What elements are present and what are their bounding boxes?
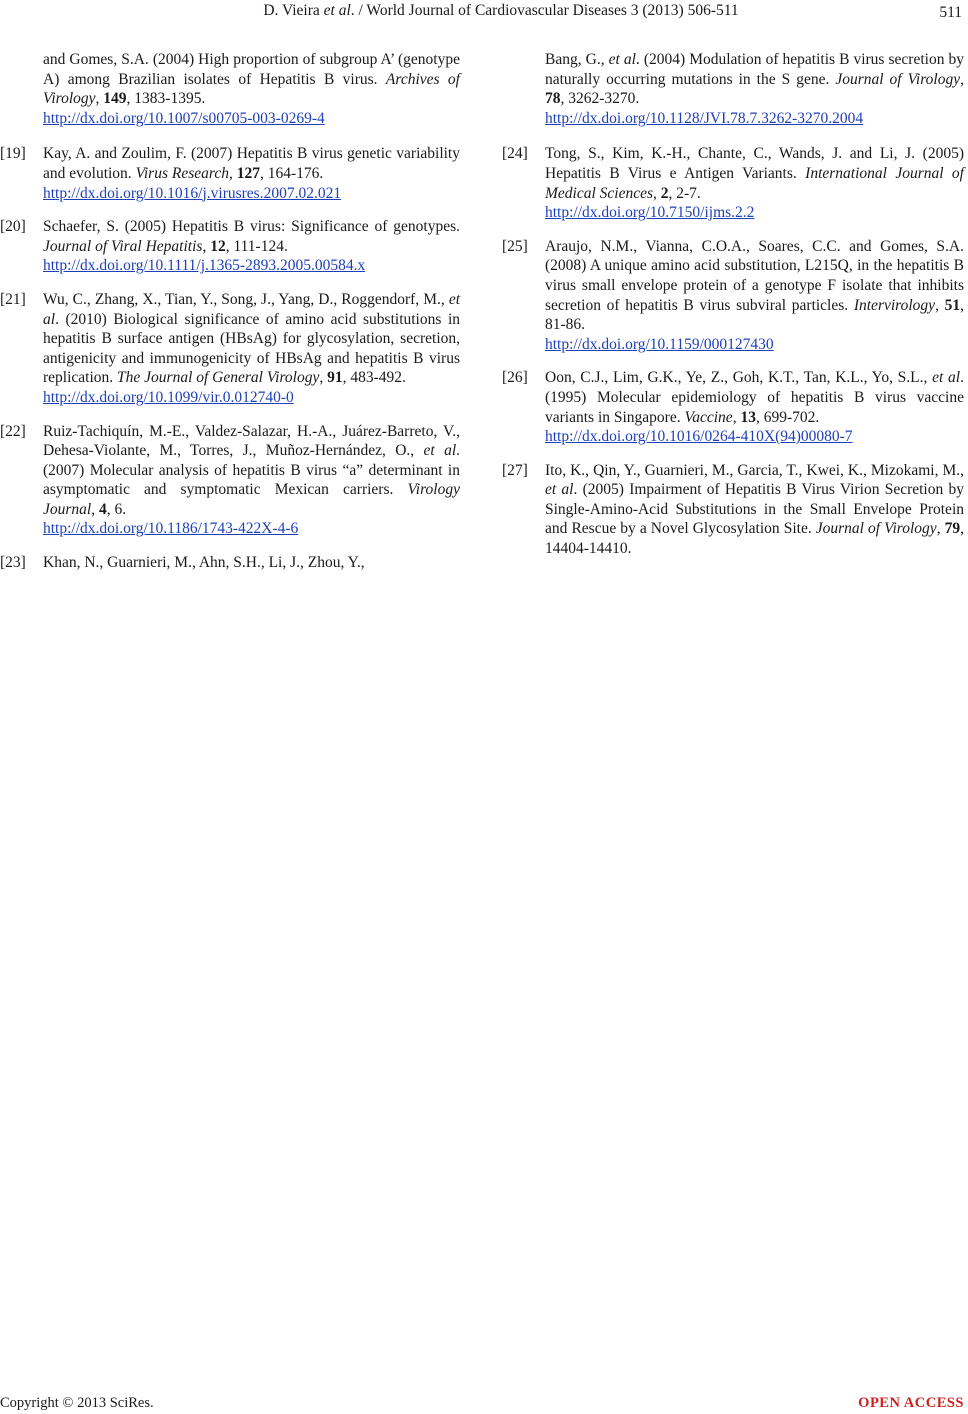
ref-text: , xyxy=(935,296,945,314)
ref-journal: Journal of Viral Hepatitis xyxy=(43,237,203,255)
reference-22 xyxy=(0,422,460,540)
ref-number: [19] xyxy=(0,145,26,163)
ref-journal: Virology Journal xyxy=(43,481,460,518)
reference-21 xyxy=(0,290,460,408)
ref-text: . (2007) Molecular analysis of hepatitis B virus “a” determinant in asymptomatic and symptomatic Mexican carriers. xyxy=(43,442,461,499)
ref-volume: 2 xyxy=(660,184,669,202)
ref-number: [21] xyxy=(0,290,26,308)
ref-journal: The Journal of General Virology xyxy=(117,369,320,387)
doi-link[interactable]: http://dx.doi.org/10.1016/0264-410X(94)00080-7 xyxy=(545,428,853,446)
reference-23 xyxy=(0,553,460,573)
ref-journal: International Journal of Medical Sciences xyxy=(545,164,964,202)
ref-volume: 127 xyxy=(236,164,260,182)
ref-volume: 13 xyxy=(740,408,756,426)
reference-25 xyxy=(502,237,964,355)
ref-volume: 78 xyxy=(545,90,561,108)
ref-text: , 14404-14410. xyxy=(545,520,964,558)
ref-text: , 1383-1395. xyxy=(126,90,206,108)
reference-continued xyxy=(0,50,460,128)
ref-text: , xyxy=(732,408,741,426)
ref-text: , 111-124. xyxy=(225,237,288,255)
ref-text: , xyxy=(91,500,99,518)
ref-text: , 699-702. xyxy=(755,408,820,426)
ref-text: , xyxy=(202,237,211,255)
header-journal: . / World Journal of Cardiovascular Diseases 3 (2013) 506-511 xyxy=(350,2,739,19)
ref-text: , 483-492. xyxy=(342,369,406,387)
running-header xyxy=(40,0,962,22)
ref-text: Ito, K., Qin, Y., Guarnieri, M., Garcia, T., Kwei, K., Mizokami, M., xyxy=(545,461,964,479)
ref-journal: Intervirology xyxy=(853,296,936,314)
ref-text: . (2005) Impairment of Hepatitis B Virus Virion Secretion by Single-Amino-Acid Substitutions in the Small Envelope Protein and Rescue by a Novel Glycosylation Site. xyxy=(545,481,964,538)
ref-journal: Virus Research xyxy=(135,164,229,182)
ref-text: Araujo, N.M., Vianna, C.O.A., Soares, C.C. and Gomes, S.A. (2008) A unique amino acid substitution, L215Q, in the hepatitis B virus small envelope protein of a genotype F isolate that inhibits secretion of hepatitis B virus subviral particles. xyxy=(545,237,964,314)
ref-text: Kay, A. and Zoulim, F. (2007) Hepatitis B virus genetic variability and evolution. xyxy=(43,145,460,182)
header-etal: et al xyxy=(323,2,351,19)
ref-number: [23] xyxy=(0,554,26,572)
ref-text: Khan, N., Guarnieri, M., Ahn, S.H., Li, J., Zhou, Y., xyxy=(43,554,365,572)
ref-number: [25] xyxy=(502,237,528,255)
header-authors: D. Vieira xyxy=(263,2,324,19)
page-header xyxy=(40,0,962,26)
ref-text: . (1995) Molecular epidemiology of hepatitis B virus vaccine variants in Singapore. xyxy=(545,369,964,426)
ref-text: , 2-7. xyxy=(668,184,701,202)
ref-number: [27] xyxy=(502,461,528,479)
ref-text: , xyxy=(960,70,964,88)
ref-text: , xyxy=(653,184,661,202)
ref-text: and Gomes, S.A. (2004) High proportion of subgroup A’ (genotype A) among Brazilian isolates of Hepatitis B virus. xyxy=(43,51,460,88)
ref-number: [26] xyxy=(502,369,528,387)
ref-text: Bang, G., xyxy=(545,51,609,68)
reference-27 xyxy=(502,461,964,559)
reference-column-right xyxy=(502,50,964,573)
copyright-text: Copyright © 2013 SciRes. xyxy=(0,1395,154,1411)
ref-text: Wu, C., Zhang, X., Tian, Y., Song, J., Yang, D., Roggendorf, M., xyxy=(43,290,449,308)
reference-continued xyxy=(502,50,964,128)
ref-journal: Journal of Virology xyxy=(835,70,961,88)
doi-link[interactable]: http://dx.doi.org/10.1016/j.virusres.2007.02.021 xyxy=(43,184,342,202)
ref-text: Tong, S., Kim, K.-H., Chante, C., Wands, J. and Li, J. (2005) Hepatitis B Virus e Antigen Variants. xyxy=(545,145,964,182)
doi-link[interactable]: http://dx.doi.org/10.1111/j.1365-2893.2005.00584.x xyxy=(43,257,366,275)
ref-text: , xyxy=(936,520,945,538)
reference-19 xyxy=(0,144,460,203)
ref-text: . (2004) Modulation of hepatitis B virus secretion by naturally occurring mutations in the S gene. xyxy=(545,51,964,88)
ref-journal: Journal of Virology xyxy=(815,520,937,538)
ref-text: Ruiz-Tachiquín, M.-E., Valdez-Salazar, H.-A., Juárez-Barreto, V., Dehesa-Violante, M., Torres, J., Muñoz-Hernández, O., xyxy=(43,422,460,460)
ref-text: Oon, C.J., Lim, G.K., Ye, Z., Goh, K.T., Tan, K.L., Yo, S.L., xyxy=(545,369,933,387)
ref-volume: 4 xyxy=(98,500,107,518)
ref-text: , xyxy=(228,164,237,182)
ref-journal: Vaccine xyxy=(684,408,733,426)
page-footer xyxy=(0,1394,964,1414)
ref-text: , 6. xyxy=(106,500,127,518)
doi-link[interactable]: http://dx.doi.org/10.1007/s00705-003-0269-4 xyxy=(43,109,325,127)
page-number: 511 xyxy=(939,4,962,21)
ref-volume: 149 xyxy=(103,90,127,108)
ref-text: . (2010) Biological significance of amino acid substitutions in hepatitis B surface antigen (HBsAg) for glycosylation, secretion, antigenicity and immunogenicity of HBsAg and hepatitis B virus replication. xyxy=(43,310,460,387)
ref-etal: et al xyxy=(545,481,574,499)
reference-column-left xyxy=(0,50,460,587)
doi-link[interactable]: http://dx.doi.org/10.1099/vir.0.012740-0 xyxy=(43,388,294,406)
ref-number: [24] xyxy=(502,145,528,163)
doi-link[interactable]: http://dx.doi.org/10.1128/JVI.78.7.3262-3270.2004 xyxy=(545,109,864,127)
ref-etal: et al xyxy=(932,369,961,387)
doi-link[interactable]: http://dx.doi.org/10.7150/ijms.2.2 xyxy=(545,204,755,222)
ref-etal: et al xyxy=(43,290,460,328)
reference-24 xyxy=(502,144,964,222)
doi-link[interactable]: http://dx.doi.org/10.1186/1743-422X-4-6 xyxy=(43,520,299,538)
reference-26 xyxy=(502,368,964,446)
ref-volume: 79 xyxy=(944,520,961,538)
ref-text: , xyxy=(319,369,328,387)
ref-volume: 51 xyxy=(944,296,961,314)
ref-volume: 12 xyxy=(210,237,226,255)
doi-link[interactable]: http://dx.doi.org/10.1159/000127430 xyxy=(545,335,774,353)
ref-text: , 3262-3270. xyxy=(560,90,640,108)
ref-volume: 91 xyxy=(327,369,343,387)
ref-etal: et al xyxy=(608,51,636,68)
ref-etal: et al xyxy=(423,442,457,460)
open-access-label: OPEN ACCESS xyxy=(858,1395,964,1411)
reference-20 xyxy=(0,217,460,276)
ref-text: Schaefer, S. (2005) Hepatitis B virus: Significance of genotypes. xyxy=(43,218,460,236)
ref-journal: Archives of Virology xyxy=(43,70,460,108)
ref-number: [22] xyxy=(0,422,26,440)
ref-text: , 81-86. xyxy=(545,296,964,334)
ref-number: [20] xyxy=(0,218,26,236)
ref-text: , 164-176. xyxy=(259,164,324,182)
ref-text: , xyxy=(95,90,104,108)
